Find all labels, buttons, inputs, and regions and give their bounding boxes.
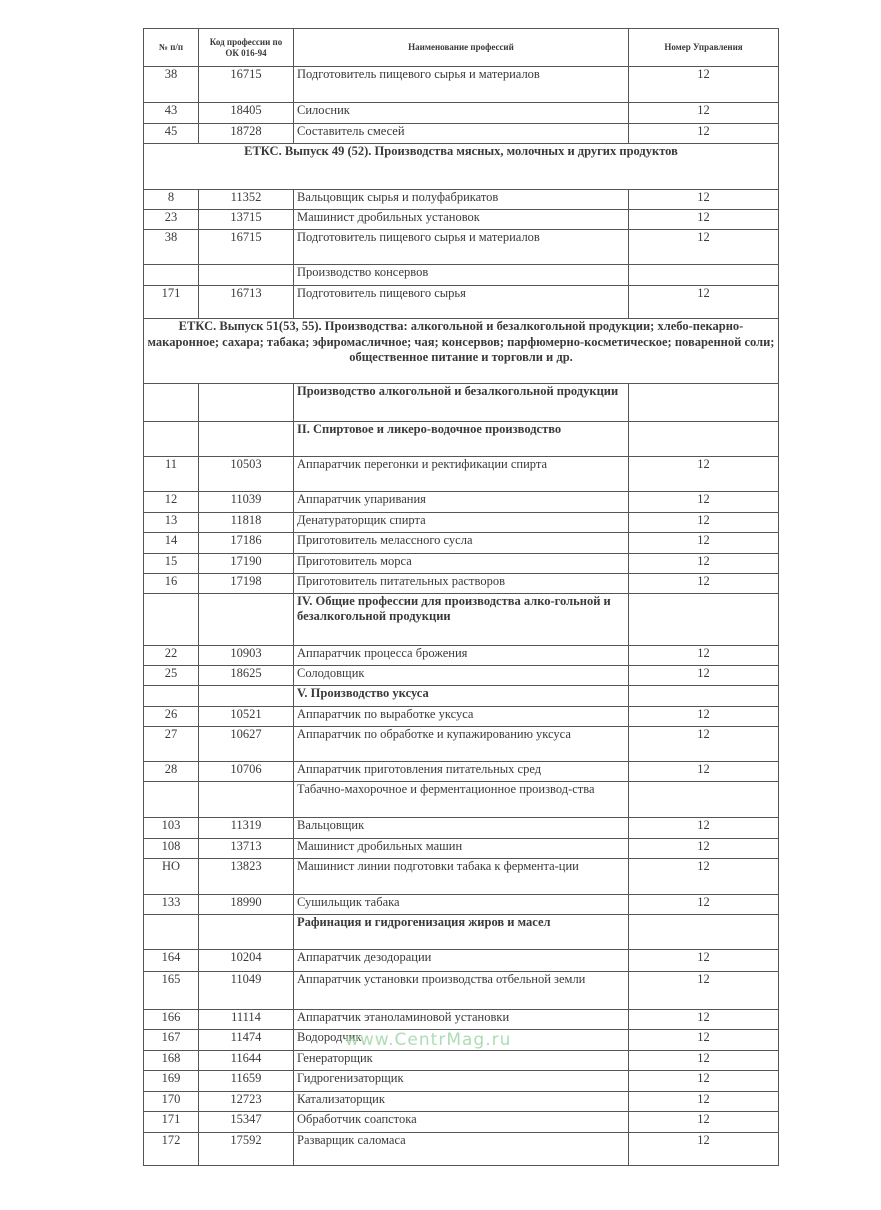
table-row bbox=[144, 67, 779, 103]
cell-code bbox=[199, 686, 294, 707]
cell-code: 10204 bbox=[199, 950, 294, 972]
cell-code: 11659 bbox=[199, 1071, 294, 1092]
cell-name: Аппаратчик приготовления питательных сред bbox=[294, 762, 629, 782]
cell-code: 17186 bbox=[199, 533, 294, 554]
cell-name: Силосник bbox=[294, 103, 629, 124]
cell-number: 25 bbox=[144, 666, 199, 686]
cell-code: 18990 bbox=[199, 895, 294, 915]
cell-dept bbox=[629, 265, 779, 286]
table-row bbox=[144, 190, 779, 210]
cell-name: Сушильщик табака bbox=[294, 895, 629, 915]
cell-code: 16715 bbox=[199, 67, 294, 103]
cell-number: 22 bbox=[144, 646, 199, 666]
cell-code: 10903 bbox=[199, 646, 294, 666]
cell-dept: 12 bbox=[629, 839, 779, 859]
cell-name: Приготовитель питательных растворов bbox=[294, 574, 629, 594]
cell-dept: 12 bbox=[629, 1112, 779, 1133]
header-code: Код профессии по ОК 016-94 bbox=[199, 29, 294, 67]
cell-number: 168 bbox=[144, 1051, 199, 1071]
cell-number: 170 bbox=[144, 1092, 199, 1112]
cell-number bbox=[144, 384, 199, 422]
cell-code: 10521 bbox=[199, 707, 294, 727]
cell-name: II. Спиртовое и ликеро-водочное производство bbox=[294, 422, 629, 457]
cell-dept: 12 bbox=[629, 818, 779, 839]
section-heading: ЕТКС. Выпуск 51(53, 55). Производства: алкогольной и безалкогольной продукции; хлебо-пекарно-макаронное; сахара; табака; эфиромасличное; чая; консервов; парфюмерно-косметическое; поваренной соли; общественное питание и торговли и др. bbox=[144, 319, 779, 384]
cell-dept: 12 bbox=[629, 210, 779, 230]
cell-code bbox=[199, 782, 294, 818]
cell-name: Вальцовщик сырья и полуфабрикатов bbox=[294, 190, 629, 210]
cell-code: 11319 bbox=[199, 818, 294, 839]
table-row bbox=[144, 972, 779, 1010]
cell-dept bbox=[629, 686, 779, 707]
cell-number: 11 bbox=[144, 457, 199, 492]
cell-code: 13823 bbox=[199, 859, 294, 895]
cell-code: 10706 bbox=[199, 762, 294, 782]
cell-name: Аппаратчик установки производства отбельной земли bbox=[294, 972, 629, 1010]
table-row bbox=[144, 103, 779, 124]
cell-name: Гидрогенизаторщик bbox=[294, 1071, 629, 1092]
cell-code: 18728 bbox=[199, 124, 294, 144]
table-row bbox=[144, 533, 779, 554]
cell-name: Производство консервов bbox=[294, 265, 629, 286]
cell-name: Машинист линии подготовки табака к фермента-ции bbox=[294, 859, 629, 895]
cell-name: Катализаторщик bbox=[294, 1092, 629, 1112]
cell-dept: 12 bbox=[629, 230, 779, 265]
cell-name: Аппаратчик упаривания bbox=[294, 492, 629, 513]
cell-dept bbox=[629, 422, 779, 457]
header-row bbox=[144, 29, 779, 67]
cell-code: 12723 bbox=[199, 1092, 294, 1112]
cell-code: 17592 bbox=[199, 1133, 294, 1166]
professions-table bbox=[143, 28, 779, 1166]
table-row bbox=[144, 594, 779, 646]
table-row bbox=[144, 839, 779, 859]
cell-dept: 12 bbox=[629, 574, 779, 594]
cell-name: Вальцовщик bbox=[294, 818, 629, 839]
cell-dept: 12 bbox=[629, 950, 779, 972]
cell-code: 13713 bbox=[199, 839, 294, 859]
table-row bbox=[144, 124, 779, 144]
table-row bbox=[144, 1133, 779, 1166]
cell-dept bbox=[629, 782, 779, 818]
cell-dept: 12 bbox=[629, 666, 779, 686]
header-name: Наименование профессий bbox=[294, 29, 629, 67]
cell-number: 169 bbox=[144, 1071, 199, 1092]
cell-code: 13715 bbox=[199, 210, 294, 230]
section-heading: ЕТКС. Выпуск 49 (52). Производства мясных, молочных и других продуктов bbox=[144, 144, 779, 190]
cell-name: IV. Общие профессии для производства алко-гольной и безалкогольной продукции bbox=[294, 594, 629, 646]
cell-dept: 12 bbox=[629, 895, 779, 915]
table-row bbox=[144, 384, 779, 422]
cell-dept: 12 bbox=[629, 859, 779, 895]
cell-number: 172 bbox=[144, 1133, 199, 1166]
cell-dept: 12 bbox=[629, 1133, 779, 1166]
cell-code: 16715 bbox=[199, 230, 294, 265]
cell-name: Генераторщик bbox=[294, 1051, 629, 1071]
cell-dept: 12 bbox=[629, 103, 779, 124]
cell-dept: 12 bbox=[629, 727, 779, 762]
cell-code bbox=[199, 594, 294, 646]
cell-name: Рафинация и гидрогенизация жиров и масел bbox=[294, 915, 629, 950]
cell-name: Солодовщик bbox=[294, 666, 629, 686]
cell-number: НО bbox=[144, 859, 199, 895]
cell-code: 16713 bbox=[199, 286, 294, 319]
cell-name: Составитель смесей bbox=[294, 124, 629, 144]
table-row bbox=[144, 1071, 779, 1092]
cell-code bbox=[199, 422, 294, 457]
cell-dept: 12 bbox=[629, 554, 779, 574]
cell-number: 103 bbox=[144, 818, 199, 839]
cell-code: 11352 bbox=[199, 190, 294, 210]
cell-name: Подготовитель пищевого сырья и материалов bbox=[294, 230, 629, 265]
table-row bbox=[144, 1092, 779, 1112]
table-row bbox=[144, 762, 779, 782]
cell-dept: 12 bbox=[629, 533, 779, 554]
cell-dept: 12 bbox=[629, 67, 779, 103]
cell-code: 11644 bbox=[199, 1051, 294, 1071]
table-row bbox=[144, 554, 779, 574]
cell-number: 16 bbox=[144, 574, 199, 594]
cell-number: 28 bbox=[144, 762, 199, 782]
table-row bbox=[144, 210, 779, 230]
cell-name: V. Производство уксуса bbox=[294, 686, 629, 707]
cell-number: 15 bbox=[144, 554, 199, 574]
cell-dept: 12 bbox=[629, 1051, 779, 1071]
cell-number: 26 bbox=[144, 707, 199, 727]
section-heading-row bbox=[144, 319, 779, 384]
cell-name: Аппаратчик дезодорации bbox=[294, 950, 629, 972]
table-row bbox=[144, 1112, 779, 1133]
cell-name: Производство алкогольной и безалкогольной продукции bbox=[294, 384, 629, 422]
table-row bbox=[144, 818, 779, 839]
table-row bbox=[144, 422, 779, 457]
cell-dept: 12 bbox=[629, 457, 779, 492]
cell-number: 171 bbox=[144, 286, 199, 319]
cell-number bbox=[144, 686, 199, 707]
table-row bbox=[144, 513, 779, 533]
cell-number: 14 bbox=[144, 533, 199, 554]
cell-code: 17198 bbox=[199, 574, 294, 594]
cell-number: 166 bbox=[144, 1010, 199, 1030]
cell-code: 11474 bbox=[199, 1030, 294, 1051]
cell-code bbox=[199, 915, 294, 950]
cell-dept bbox=[629, 384, 779, 422]
cell-dept: 12 bbox=[629, 762, 779, 782]
cell-dept: 12 bbox=[629, 1092, 779, 1112]
cell-dept: 12 bbox=[629, 972, 779, 1010]
cell-number: 167 bbox=[144, 1030, 199, 1051]
cell-dept: 12 bbox=[629, 646, 779, 666]
table-row bbox=[144, 1010, 779, 1030]
table-row bbox=[144, 230, 779, 265]
cell-dept: 12 bbox=[629, 286, 779, 319]
cell-name: Аппаратчик по обработке и купажированию уксуса bbox=[294, 727, 629, 762]
cell-name: Табачно-махорочное и ферментационное производ-ства bbox=[294, 782, 629, 818]
cell-number: 23 bbox=[144, 210, 199, 230]
table-row bbox=[144, 707, 779, 727]
cell-number: 108 bbox=[144, 839, 199, 859]
cell-number bbox=[144, 915, 199, 950]
cell-name: Разварщик саломаса bbox=[294, 1133, 629, 1166]
cell-number: 45 bbox=[144, 124, 199, 144]
cell-dept: 12 bbox=[629, 1071, 779, 1092]
table-row bbox=[144, 859, 779, 895]
cell-dept: 12 bbox=[629, 1010, 779, 1030]
cell-dept: 12 bbox=[629, 124, 779, 144]
table-row bbox=[144, 895, 779, 915]
cell-name: Подготовитель пищевого сырья и материалов bbox=[294, 67, 629, 103]
cell-name: Подготовитель пищевого сырья bbox=[294, 286, 629, 319]
cell-dept: 12 bbox=[629, 513, 779, 533]
cell-name: Аппаратчик этаноламиновой установки bbox=[294, 1010, 629, 1030]
table-row bbox=[144, 782, 779, 818]
cell-number: 27 bbox=[144, 727, 199, 762]
table-row bbox=[144, 915, 779, 950]
cell-name: Водородчик bbox=[294, 1030, 629, 1051]
cell-code: 11114 bbox=[199, 1010, 294, 1030]
table-row bbox=[144, 492, 779, 513]
table-row bbox=[144, 1051, 779, 1071]
table-row bbox=[144, 646, 779, 666]
cell-name: Обработчик соапстока bbox=[294, 1112, 629, 1133]
cell-name: Приготовитель мелассного сусла bbox=[294, 533, 629, 554]
table-row bbox=[144, 666, 779, 686]
cell-dept: 12 bbox=[629, 190, 779, 210]
cell-number bbox=[144, 265, 199, 286]
table-row bbox=[144, 950, 779, 972]
cell-code: 11039 bbox=[199, 492, 294, 513]
cell-dept: 12 bbox=[629, 707, 779, 727]
cell-dept bbox=[629, 915, 779, 950]
cell-number bbox=[144, 422, 199, 457]
cell-number: 133 bbox=[144, 895, 199, 915]
cell-number: 8 bbox=[144, 190, 199, 210]
cell-name: Машинист дробильных установок bbox=[294, 210, 629, 230]
table-row bbox=[144, 265, 779, 286]
cell-name: Аппаратчик по выработке уксуса bbox=[294, 707, 629, 727]
cell-code: 15347 bbox=[199, 1112, 294, 1133]
cell-number: 165 bbox=[144, 972, 199, 1010]
watermark: www.CentrMag.ru bbox=[345, 1030, 512, 1050]
cell-code: 18405 bbox=[199, 103, 294, 124]
cell-dept: 12 bbox=[629, 492, 779, 513]
header-number: № п/п bbox=[144, 29, 199, 67]
cell-name: Аппаратчик процесса брожения bbox=[294, 646, 629, 666]
cell-name: Аппаратчик перегонки и ректификации спирта bbox=[294, 457, 629, 492]
cell-number: 164 bbox=[144, 950, 199, 972]
cell-code: 10503 bbox=[199, 457, 294, 492]
cell-name: Приготовитель морса bbox=[294, 554, 629, 574]
cell-number bbox=[144, 594, 199, 646]
cell-code: 11818 bbox=[199, 513, 294, 533]
cell-code: 10627 bbox=[199, 727, 294, 762]
cell-dept bbox=[629, 594, 779, 646]
cell-name: Денатураторщик спирта bbox=[294, 513, 629, 533]
cell-number: 171 bbox=[144, 1112, 199, 1133]
cell-code bbox=[199, 384, 294, 422]
cell-number: 38 bbox=[144, 67, 199, 103]
cell-number: 43 bbox=[144, 103, 199, 124]
header-dept: Номер Управления bbox=[629, 29, 779, 67]
table-row bbox=[144, 574, 779, 594]
table-row bbox=[144, 457, 779, 492]
cell-code: 18625 bbox=[199, 666, 294, 686]
cell-code bbox=[199, 265, 294, 286]
table-row bbox=[144, 686, 779, 707]
table-body bbox=[144, 67, 779, 1166]
cell-number: 38 bbox=[144, 230, 199, 265]
cell-dept: 12 bbox=[629, 1030, 779, 1051]
cell-code: 11049 bbox=[199, 972, 294, 1010]
cell-number: 12 bbox=[144, 492, 199, 513]
cell-number: 13 bbox=[144, 513, 199, 533]
table-row bbox=[144, 727, 779, 762]
table-row bbox=[144, 286, 779, 319]
cell-name: Машинист дробильных машин bbox=[294, 839, 629, 859]
cell-code: 17190 bbox=[199, 554, 294, 574]
section-heading-row bbox=[144, 144, 779, 190]
cell-number bbox=[144, 782, 199, 818]
